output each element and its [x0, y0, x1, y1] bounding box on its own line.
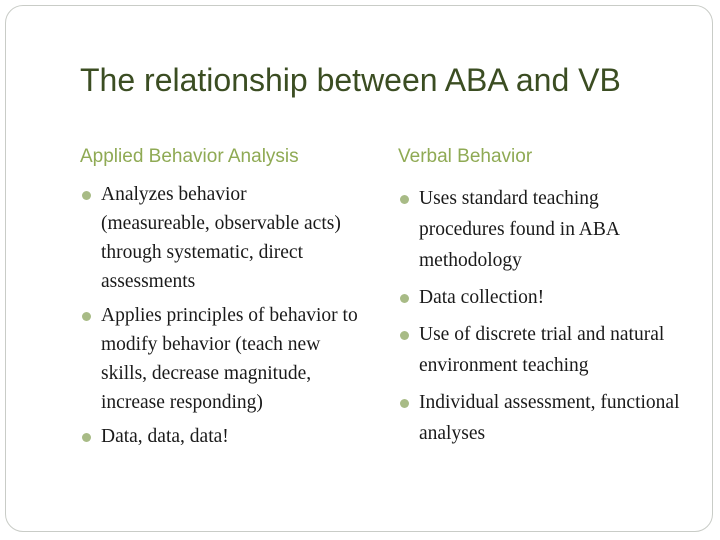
bullet-text: Data collection!	[419, 287, 545, 308]
bullet-item	[80, 422, 360, 451]
bullet-dot-icon	[82, 433, 91, 442]
bullet-text: Data, data, data!	[101, 426, 229, 447]
right-column-heading: Verbal Behavior	[398, 146, 533, 167]
bullet-dot-icon	[82, 312, 91, 321]
bullet-text: Uses standard teaching procedures found in ABA methodology	[419, 188, 619, 271]
bullet-text: Analyzes behavior (measureable, observable acts) through systematic, direct assessments	[101, 184, 341, 292]
bullet-item	[398, 282, 688, 313]
bullet-text: Use of discrete trial and natural environment teaching	[419, 324, 665, 376]
left-column-heading: Applied Behavior Analysis	[80, 146, 299, 167]
bullet-item	[398, 387, 688, 449]
bullet-text: Individual assessment, functional analyses	[419, 392, 680, 444]
bullet-item	[398, 183, 688, 276]
bullet-dot-icon	[400, 294, 409, 303]
bullet-dot-icon	[82, 191, 91, 200]
bullet-dot-icon	[400, 399, 409, 408]
bullet-item	[398, 319, 688, 381]
bullet-text: Applies principles of behavior to modify behavior (teach new skills, decrease magnitude, increase responding)	[101, 305, 358, 413]
bullet-item	[80, 301, 360, 417]
bullet-dot-icon	[400, 195, 409, 204]
bullet-dot-icon	[400, 331, 409, 340]
right-bullet-list	[398, 183, 688, 455]
bullet-item	[80, 180, 360, 296]
left-bullet-list	[80, 180, 360, 456]
slide-title: The relationship between ABA and VB	[80, 62, 621, 98]
